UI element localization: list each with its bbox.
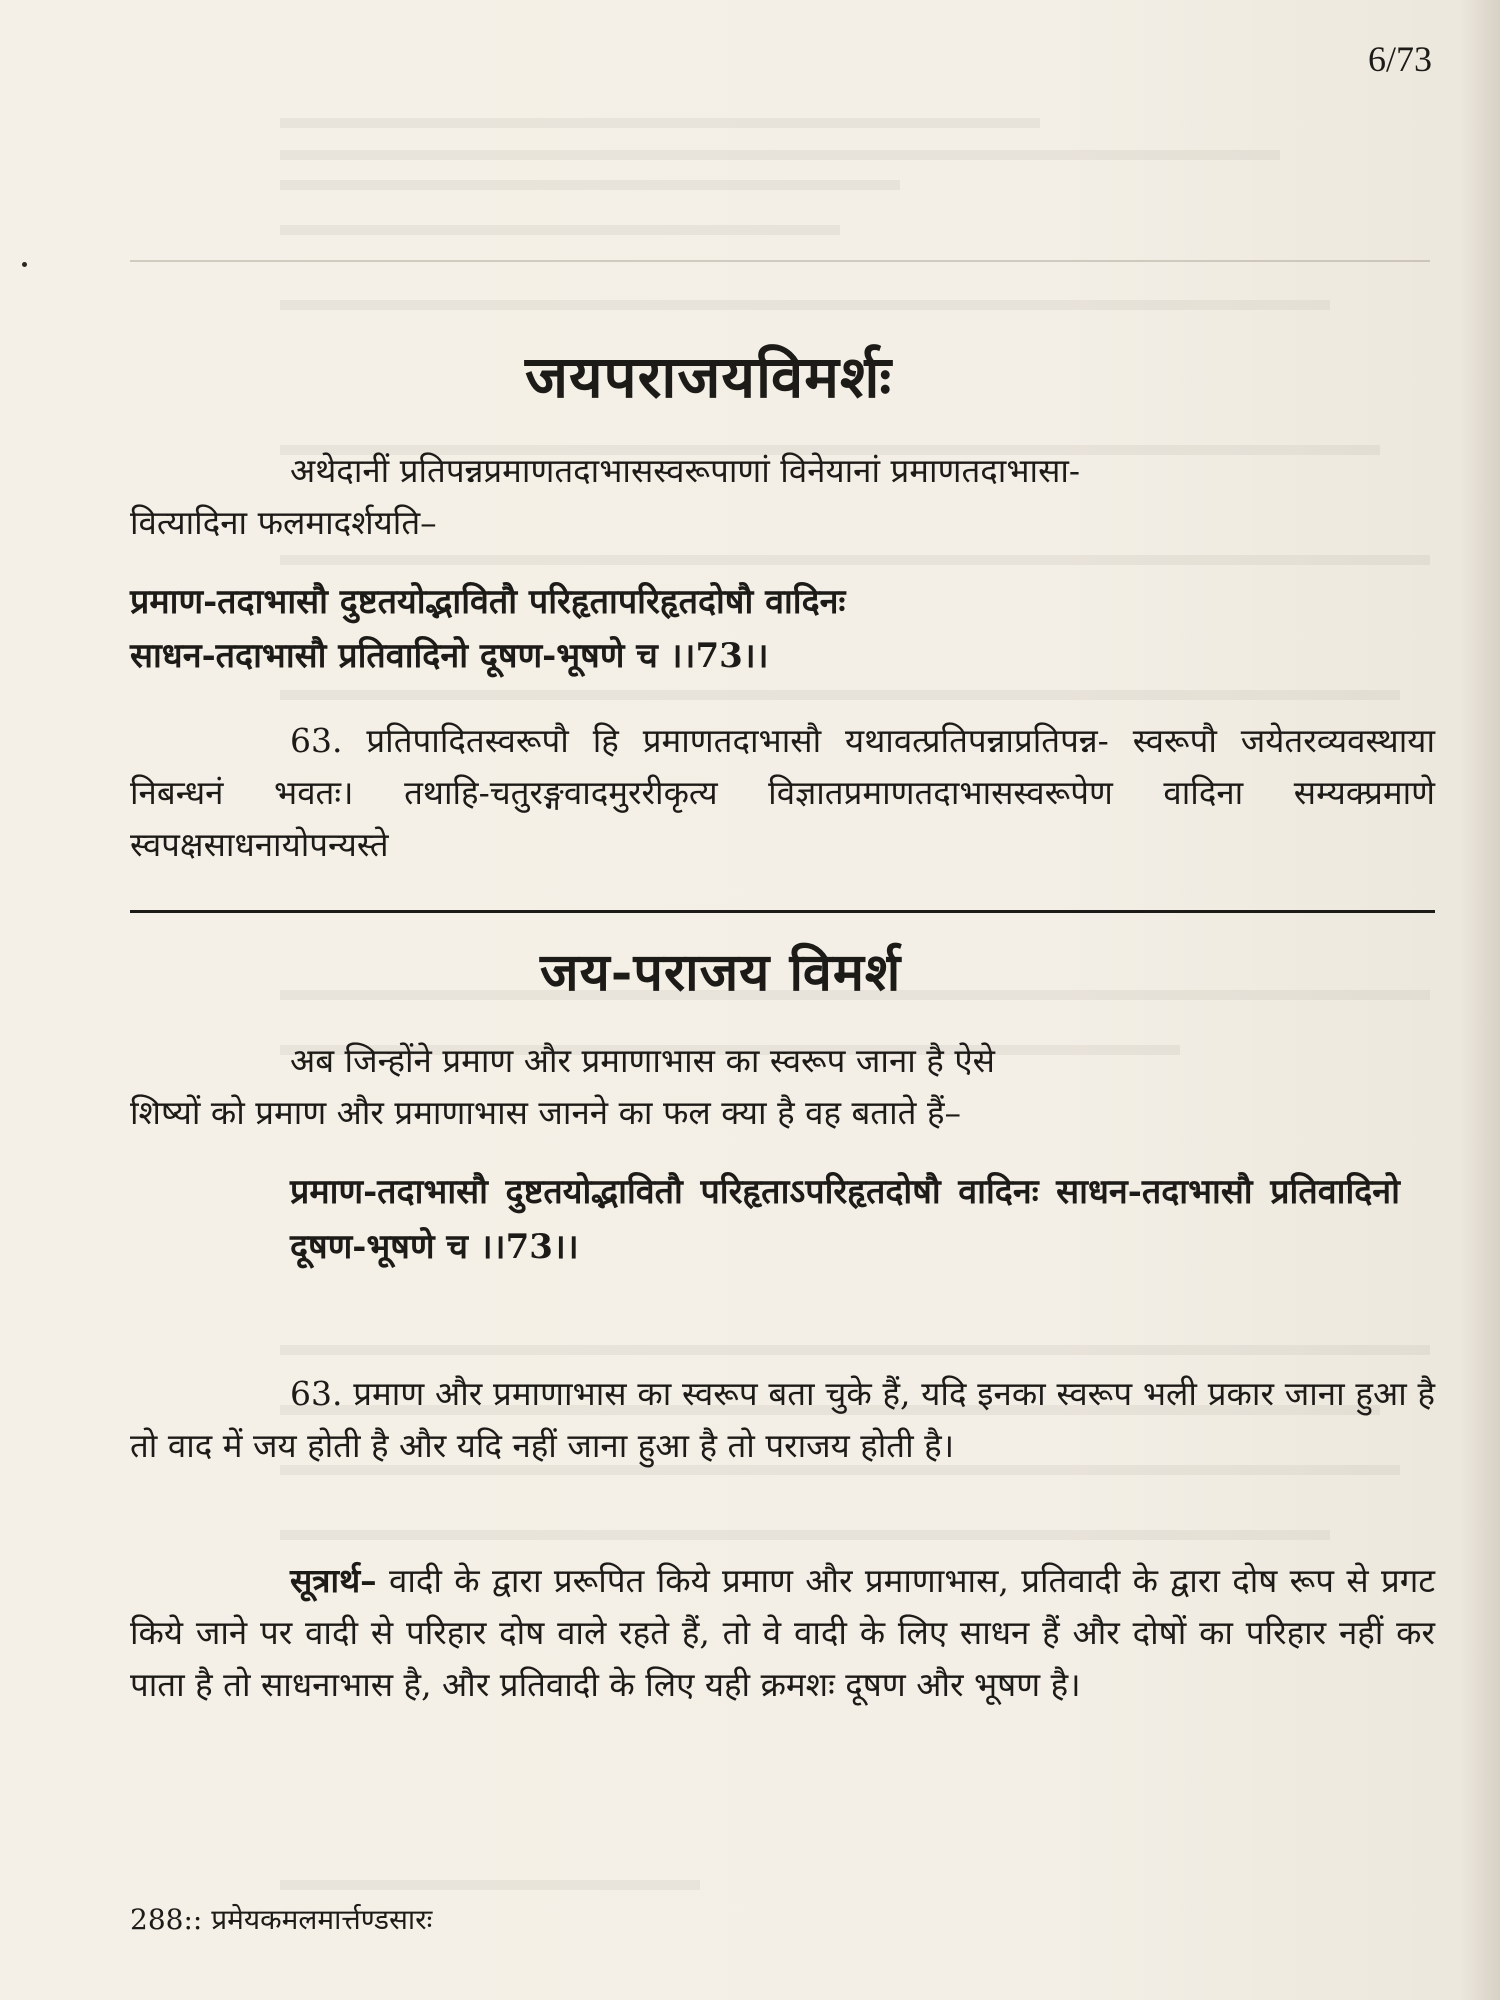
sutrartha-label: सूत्रार्थ– [290, 1561, 377, 1600]
page-footer: 288:: प्रमेयकमलमार्त्तण्डसारः [130, 1903, 433, 1936]
sutra-hindi-section: प्रमाण-तदाभासौ दुष्टतयोद्भावितौ परिहृताऽपरिहृतदोषौ वादिनः साधन-तदाभासौ प्रतिवादिनो दूषण-भूषणे च ।।73।। [290, 1172, 1400, 1267]
sutra-sanskrit-line-2: साधन-तदाभासौ प्रतिवादिनो दूषण-भूषणे च ।।73।। [130, 636, 769, 676]
commentary-sanskrit [130, 715, 1435, 871]
ink-speck [22, 262, 27, 267]
section-divider [130, 910, 1435, 913]
section-heading-hindi: जय-पराजय विमर्श [540, 942, 902, 1003]
page-number: 6/73 [1367, 39, 1432, 79]
faint-rule [130, 260, 1430, 262]
intro-sanskrit-rest: वित्यादिना फलमादर्शयति– [130, 503, 437, 542]
sutrartha-text: वादी के द्वारा प्ररूपित किये प्रमाण और प्रमाणाभास, प्रतिवादी के द्वारा दोष रूप से प्रगट किये जाने पर वादी से परिहार दोष वाले रहते हैं, तो वे वादी के लिए साधन हैं और दोषों का परिहार नहीं कर पाता है तो साधनाभास है, और प्रतिवादी के लिए यही क्रमशः दूषण और भूषण है। [130, 1561, 1435, 1704]
section-heading-sanskrit: जयपराजयविमर्शः [525, 343, 893, 411]
commentary-hindi-number: 63. [290, 1374, 343, 1413]
commentary-hindi-rest: इनका स्वरूप भली प्रकार जाना हुआ है तो वाद में जय होती है और यदि नहीं जाना हुआ है तो पराजय होती है। [130, 1374, 1435, 1465]
commentary-hindi-first-line: प्रमाण और प्रमाणाभास का स्वरूप बता चुके हैं, यदि [353, 1374, 967, 1413]
sutra-sanskrit-line-1: प्रमाण-तदाभासौ दुष्टतयोद्भावितौ परिहृतापरिहृतदोषौ वादिनः [130, 582, 846, 622]
commentary-sanskrit-number: 63. [290, 721, 343, 760]
intro-sanskrit [130, 445, 1435, 549]
commentary-sanskrit-first-line: प्रतिपादितस्वरूपौ हि प्रमाणतदाभासौ यथावत्प्रतिपन्नाप्रतिपन्न- [366, 721, 1109, 760]
sutra-sanskrit [130, 575, 1435, 683]
commentary-hindi [130, 1368, 1435, 1472]
intro-sanskrit-first-line: अथेदानीं प्रतिपन्नप्रमाणतदाभासस्वरूपाणां विनेयानां प्रमाणतदाभासा- [290, 451, 1081, 490]
sutrartha-paragraph [130, 1555, 1435, 1711]
intro-hindi [130, 1035, 1435, 1139]
intro-hindi-first-line: अब जिन्होंने प्रमाण और प्रमाणाभास का स्वरूप जाना है ऐसे [290, 1041, 995, 1080]
intro-hindi-rest: शिष्यों को प्रमाण और प्रमाणाभास जानने का फल क्या है वह बताते हैं– [130, 1093, 961, 1132]
page-edge-shadow [1460, 0, 1500, 2000]
commentary-sanskrit-rest: स्वरूपौ जयेतरव्यवस्थाया निबन्धनं भवतः। तथाहि-चतुरङ्गवादमुररीकृत्य विज्ञातप्रमाणतदाभासस्वरूपेण वादिना सम्यक्प्रमाणे स्वपक्षसाधनायोपन्यस्ते [130, 721, 1435, 864]
